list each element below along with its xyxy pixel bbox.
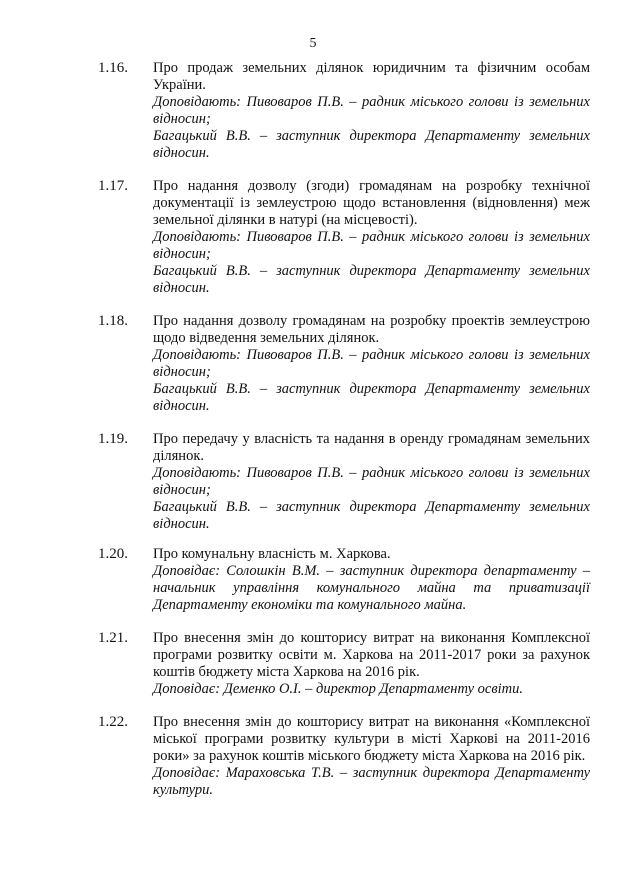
- item-number: 1.22.: [98, 714, 128, 730]
- item-content: [153, 313, 590, 415]
- item-speaker: Багацький В.В. – заступник директора Департаменту земельних відносин.: [153, 263, 590, 296]
- page-number: 5: [309, 36, 317, 51]
- item-speaker: Доповідає: Мараховська Т.В. – заступник директора Департаменту культури.: [153, 765, 590, 798]
- item-content: [153, 60, 590, 162]
- item-speaker: Багацький В.В. – заступник директора Департаменту земельних відносин.: [153, 128, 590, 161]
- item-title: Про комунальну власність м. Харкова.: [153, 546, 391, 562]
- item-title: Про внесення змін до кошторису витрат на виконання «Комплексної міської програми розвитку культури в місті Харкові на 2011-2016 роки» за рахунок коштів міського бюджету міста Харкова на 2016 рік.: [153, 714, 590, 764]
- item-title: Про передачу у власність та надання в оренду громадянам земельних ділянок.: [153, 431, 590, 464]
- item-number: 1.20.: [98, 546, 128, 562]
- item-number: 1.16.: [98, 60, 128, 76]
- item-speaker: Доповідають: Пивоваров П.В. – радник міського голови із земельних відносин;: [153, 229, 590, 262]
- item-number: 1.19.: [98, 431, 128, 447]
- item-content: [153, 431, 590, 533]
- item-content: [153, 178, 590, 297]
- item-speaker: Доповідають: Пивоваров П.В. – радник міського голови із земельних відносин;: [153, 94, 590, 127]
- item-content: [153, 546, 590, 614]
- item-speaker: Доповідають: Пивоваров П.В. – радник міського голови із земельних відносин;: [153, 347, 590, 380]
- item-title: Про продаж земельних ділянок юридичним та фізичним особам України.: [153, 60, 590, 93]
- item-speaker: Доповідають: Пивоваров П.В. – радник міського голови із земельних відносин;: [153, 465, 590, 498]
- item-speaker: Доповідає: Деменко О.І. – директор Департаменту освіти.: [153, 681, 523, 697]
- item-title: Про надання дозволу (згоди) громадянам на розробку технічної документації із землеустрою щодо встановлення (відновлення) меж земельної ділянки в натурі (на місцевості).: [153, 178, 590, 228]
- item-number: 1.21.: [98, 630, 128, 646]
- item-content: [153, 630, 590, 698]
- item-title: Про надання дозволу громадянам на розробку проектів землеустрою щодо відведення земельних ділянок.: [153, 313, 590, 346]
- item-content: [153, 714, 590, 799]
- item-number: 1.17.: [98, 178, 128, 194]
- item-number: 1.18.: [98, 313, 128, 329]
- item-speaker: Багацький В.В. – заступник директора Департаменту земельних відносин.: [153, 381, 590, 414]
- item-title: Про внесення змін до кошторису витрат на виконання Комплексної програми розвитку освіти м. Харкова на 2011-2017 роки за рахунок коштів бюджету міста Харкова на 2016 рік.: [153, 630, 590, 680]
- item-speaker: Доповідає: Солошкін В.М. – заступник директора департаменту – начальник управління комунального майна та приватизації Департаменту економіки та комунального майна.: [153, 563, 590, 613]
- item-speaker: Багацький В.В. – заступник директора Департаменту земельних відносин.: [153, 499, 590, 532]
